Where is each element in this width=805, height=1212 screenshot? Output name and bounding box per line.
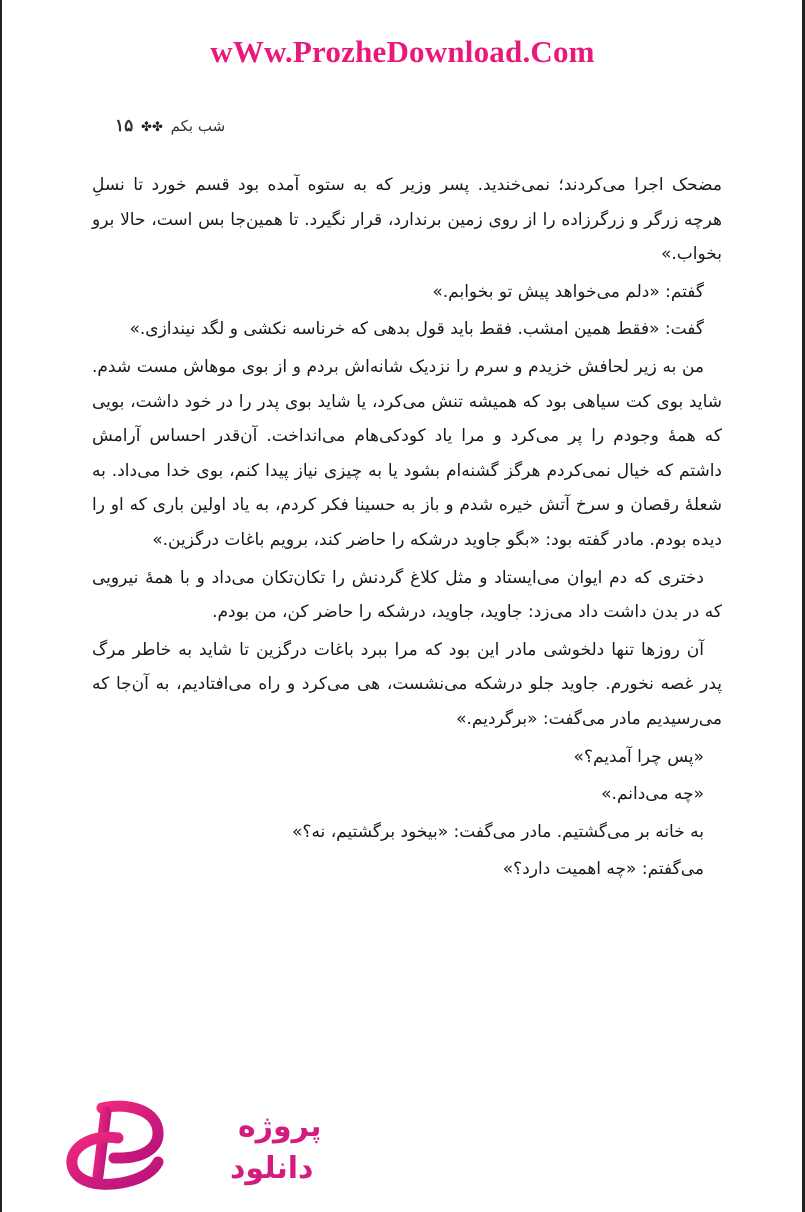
paragraph: مضحک اجرا می‌کردند؛ نمی‌خندید. پسر وزیر که به ستوه آمده بود قسم خورد تا نسلِ هرچه زرگر و زرگرزاده را از روی زمین برندارد، قرار نگیرد. تا همین‌جا بس است، حالا برو بخواب.» bbox=[92, 175, 722, 265]
dialogue-line: «چه می‌دانم.» bbox=[601, 784, 704, 805]
running-title: شب بکم bbox=[170, 117, 226, 135]
paragraph: دختری که دم ایوان می‌ایستاد و مثل کلاغ گردنش را تکان‌تکان می‌داد و با همهٔ نیرویی که در بدن داشت داد می‌زد: جاوید، جاوید، درشکه را حاضر کن، من بودم. bbox=[92, 567, 722, 623]
dialogue-line: «پس چرا آمدیم؟» bbox=[573, 746, 704, 767]
prozhe-download-logo-icon bbox=[62, 1098, 322, 1194]
logo-text-bottom: دانلود bbox=[230, 1151, 314, 1186]
running-head bbox=[115, 116, 225, 136]
watermark-url: wWw.ProzheDownload.Com bbox=[210, 34, 595, 69]
page-number: ۱۵ bbox=[115, 116, 134, 136]
dialogue-line: گفتم: «دلم می‌خواهد پیش تو بخوابم.» bbox=[432, 281, 704, 302]
page-border-left bbox=[0, 0, 2, 1212]
paragraph: آن روزها تنها دلخوشی مادر این بود که مرا ببرد باغات درگزین تا شاید به خاطر مرگ پدر غصه نخورم. جاوید جلو درشکه می‌نشست، هی می‌کرد و راه می‌افتادیم، به آن‌جا که می‌رسیدیم مادر می‌گفت: «برگردیم.» bbox=[92, 639, 722, 729]
dialogue-line: به خانه بر می‌گشتیم. مادر می‌گفت: «بیخود برگشتیم، نه؟» bbox=[292, 821, 704, 842]
logo-text-top: پروژه bbox=[238, 1109, 322, 1144]
ornament-icon: ✤✤ bbox=[141, 120, 163, 135]
paragraph: من به زیر لحافش خزیدم و سرم را نزدیک شانه‌اش بردم و از بوی موهاش مست شدم. شاید بوی کت سیاهی بود که همیشه تنش می‌کرد، یا شاید بوی پدر را در خود داشت، بویی که همهٔ وجودم را پر می‌کرد و مرا یاد کودکی‌هام می‌انداخت. آن‌قدر احساس آرامش داشتم که خیال نمی‌کردم هرگز گشنه‌ام بشود یا به چیزی نیاز پیدا کنم، بوی خدا می‌داد. به شعلهٔ رقصان و سرخ آتش خیره شدم و باز به حسینا فکر کردم، به یاد اولین باری که او را دیده بودم. مادر گفته بود: «بگو جاوید درشکه را حاضر کند، برویم باغات درگزین.» bbox=[92, 356, 722, 550]
dialogue-line: گفت: «فقط همین امشب. فقط باید قول بدهی که خرناسه نکشی و لگد نیندازی.» bbox=[129, 319, 704, 340]
dialogue-line: می‌گفتم: «چه اهمیت دارد؟» bbox=[502, 859, 704, 880]
body-text bbox=[92, 168, 722, 887]
